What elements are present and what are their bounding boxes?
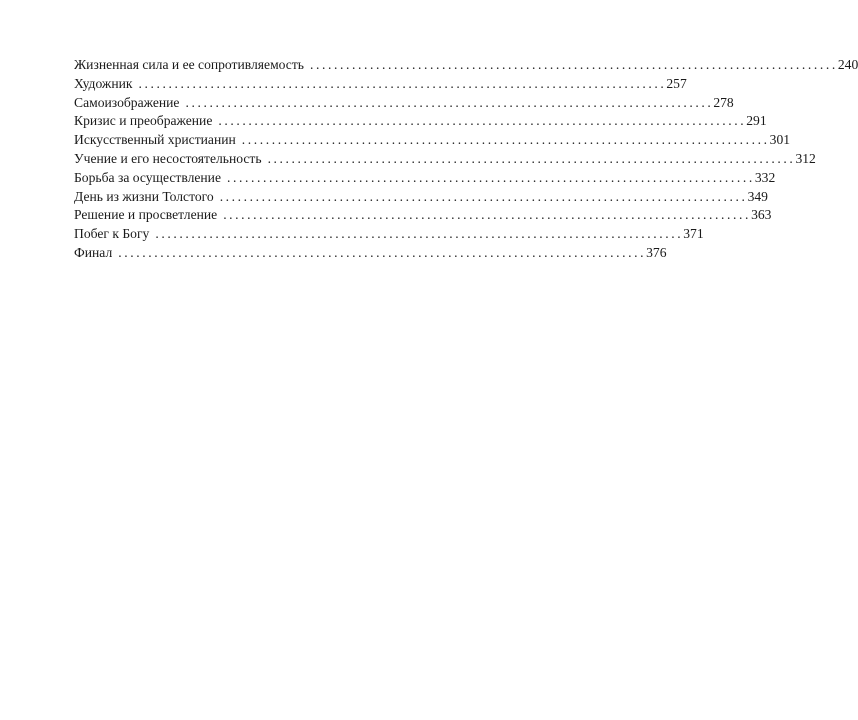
dot-leader: ........................................................................................ xyxy=(218,113,747,129)
dot-leader: ........................................................................................ xyxy=(267,150,796,166)
dot-leader: ........................................................................................ xyxy=(227,169,755,185)
toc-entry-title: Самоизображение xyxy=(74,94,180,110)
toc-entry xyxy=(74,56,858,75)
toc-entry-page: 363 xyxy=(751,207,772,223)
toc-entry xyxy=(74,225,704,244)
toc-entry-title: Учение и его несостоятельность xyxy=(74,150,262,166)
dot-leader: ........................................................................................ xyxy=(219,188,748,204)
toc-entry-title: Жизненная сила и ее сопротивляемость xyxy=(74,57,304,72)
toc-entry-page: 371 xyxy=(683,226,704,242)
dot-leader: ........................................................................................ xyxy=(138,75,667,91)
toc-entry xyxy=(74,206,772,225)
toc-entry xyxy=(74,112,767,131)
toc-entry-title: День из жизни Толстого xyxy=(74,188,214,204)
toc-entry-page: 312 xyxy=(795,150,816,166)
toc-entry-title: Решение и просветление xyxy=(74,207,218,223)
dot-leader: ........................................................................................ xyxy=(310,57,838,72)
dot-leader: ........................................................................................ xyxy=(241,132,770,148)
toc-entry xyxy=(74,244,667,263)
toc-entry-title: Художник xyxy=(74,75,133,91)
toc-entry-title: Борьба за осуществление xyxy=(74,169,221,185)
toc-entry xyxy=(74,150,816,169)
toc-entry-page: 291 xyxy=(746,113,767,129)
toc-entry xyxy=(74,188,768,207)
toc-entry-title: Финал xyxy=(74,244,113,260)
toc-entry-title: Кризис и преображение xyxy=(74,113,213,129)
toc-entry-page: 301 xyxy=(769,132,791,148)
toc-entry xyxy=(74,169,776,188)
toc-entry-title: Искусственный христианин xyxy=(74,132,236,148)
toc-entry-page: 257 xyxy=(666,75,687,91)
toc-entry xyxy=(74,75,687,94)
table-of-contents xyxy=(74,56,858,263)
dot-leader: ........................................................................................ xyxy=(223,207,752,223)
toc-entry-page: 278 xyxy=(713,94,734,110)
toc-entry-page: 376 xyxy=(646,244,667,260)
dot-leader: ........................................................................................ xyxy=(118,244,647,260)
dot-leader: ........................................................................................ xyxy=(185,94,714,110)
toc-entry-page: 240 xyxy=(837,57,858,72)
dot-leader: ........................................................................................ xyxy=(155,226,684,242)
toc-entry-page: 332 xyxy=(754,169,776,185)
toc-entry xyxy=(74,94,734,113)
toc-entry xyxy=(74,131,791,150)
toc-entry-title: Побег к Богу xyxy=(74,226,150,242)
toc-entry-page: 349 xyxy=(747,188,768,204)
